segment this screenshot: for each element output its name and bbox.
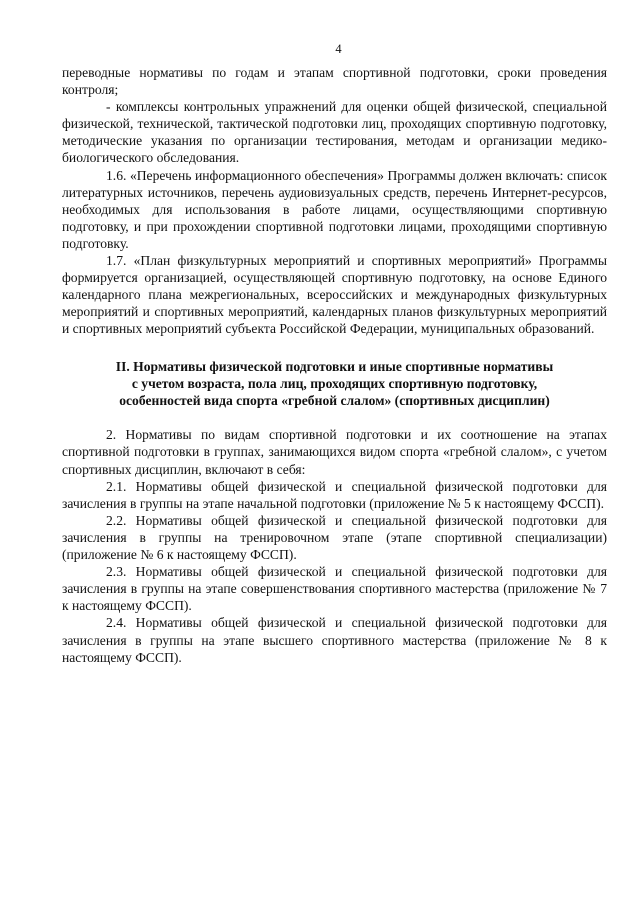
paragraph-2-4: 2.4. Нормативы общей физической и специальной физической подготовки для зачисления в группы на этапе высшего спортивного мастерства (приложение № 8 к настоящему ФССП). xyxy=(62,615,607,665)
paragraph-list-item: - комплексы контрольных упражнений для оценки общей физической, специальной физической, технической, тактической подготовки лиц, проходящих спортивную подготовку, методические указания по организации тестирования, методам и организации медико-биологического обследования. xyxy=(62,99,607,166)
paragraph-2: 2. Нормативы по видам спортивной подготовки и их соотношение на этапах спортивной подготовки в группах, занимающихся видом спорта «гребной слалом», с учетом спортивных дисциплин, включают в себя: xyxy=(62,427,607,477)
paragraph-2-2: 2.2. Нормативы общей физической и специальной физической подготовки для зачисления в группы на тренировочном этапе (этапе спортивной специализации) (приложение № 6 к настоящему ФССП). xyxy=(62,512,607,563)
section-heading-line-1: II. Нормативы физической подготовки и иные спортивные нормативы xyxy=(115,358,554,374)
paragraph-continuation: переводные нормативы по годам и этапам спортивной подготовки, сроки проведения контроля; xyxy=(62,65,607,98)
paragraph-2-1: 2.1. Нормативы общей физической и специальной физической подготовки для зачисления в группы на этапе начальной подготовки (приложение № 5 к настоящему ФССП). xyxy=(62,478,607,511)
section-heading-line-3: особенностей вида спорта «гребной слалом» (спортивных дисциплин) xyxy=(119,393,550,409)
page-number: 4 xyxy=(335,42,342,56)
paragraph-2-3: 2.3. Нормативы общей физической и специальной физической подготовки для зачисления в группы на этапе совершенствования спортивного мастерства (приложение № 7 к настоящему ФССП). xyxy=(62,564,607,614)
section-heading-line-2: с учетом возраста, пола лиц, проходящих спортивную подготовку, xyxy=(131,375,538,391)
section-heading xyxy=(62,358,607,410)
paragraph-1-6: 1.6. «Перечень информационного обеспечения» Программы должен включать: список литературных источников, перечень аудиовизуальных средств, перечень Интернет-ресурсов, необходимых для использования в работе лицами, осуществляющими спортивную подготовку, и при прохождении спортивной подготовки лицами, проходящими спортивную подготовку. xyxy=(62,167,607,251)
paragraph-1-7: 1.7. «План физкультурных мероприятий и спортивных мероприятий» Программы формируется организацией, осуществляющей спортивную подготовку, на основе Единого календарного плана межрегиональных, всероссийских и международных физкультурных мероприятий и спортивных мероприятий, календарных планов физкультурных мероприятий и спортивных мероприятий субъекта Российской Федерации, муниципальных образований. xyxy=(62,253,607,337)
